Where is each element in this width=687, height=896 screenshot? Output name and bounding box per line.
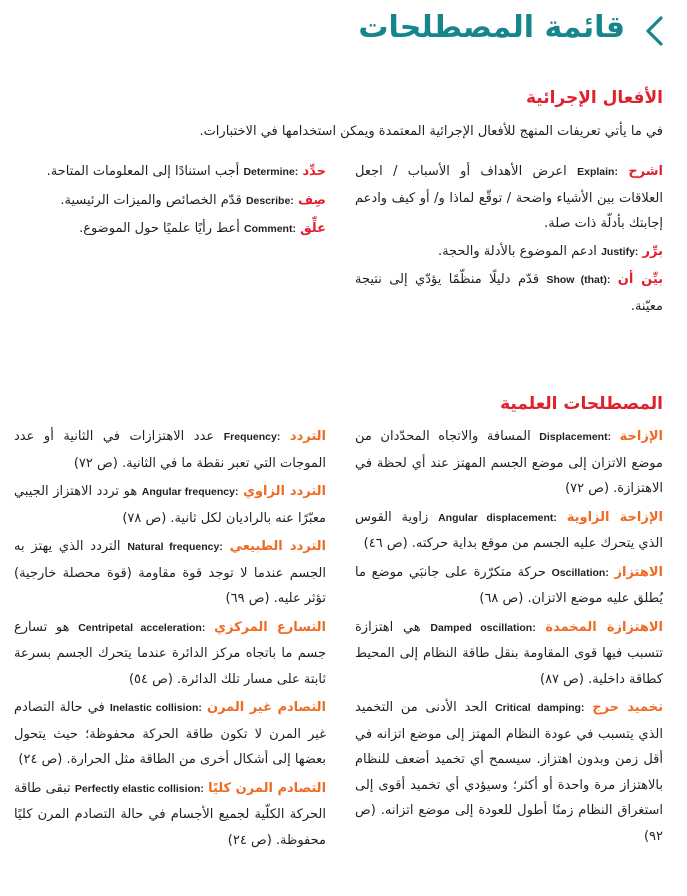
entry-definition: اعرض الأهداف أو الأسباب / اجعل العلاقات بين الأشياء واضحة / توقّع لماذا و/ أو كيف وادعم إجابتك بأدلّة ذات صلة. [355, 164, 663, 231]
entry-definition: أجب استنادًا إلى المعلومات المتاحة. [46, 164, 240, 179]
entry-english: Centripetal acceleration: [78, 621, 206, 634]
entry-term: علِّق [300, 221, 326, 236]
glossary-entry [355, 505, 663, 557]
entry-english: Describe: [245, 194, 294, 207]
glossary-entry [14, 615, 326, 693]
entry-definition: قدّم الخصائص والميزات الرئيسية. [60, 192, 242, 208]
entry-term: بيِّن أن [617, 272, 664, 287]
entry-english: Determine: [243, 166, 299, 178]
procedural-verbs-left-column [14, 159, 326, 243]
entry-english: Frequency: [223, 431, 281, 443]
entry-term: التسارع المركزي [214, 619, 326, 635]
entry-english: Angular displacement: [438, 511, 557, 524]
glossary-entry [355, 615, 663, 693]
glossary-entry [355, 424, 663, 502]
page-header [18, 8, 669, 52]
entry-definition: قدّم دليلًا منظّمًا يؤدّي إلى نتيجة معيّنة. [355, 272, 663, 314]
entry-term: التردد [289, 429, 326, 444]
glossary-entry [14, 534, 326, 612]
entry-definition: حركة متكرّرة على جانبَي موضع ما يُطلق عليه موضع الاتزان. (ص ٦٨) [355, 564, 663, 606]
scientific-terms-right-column [355, 424, 663, 849]
entry-term: الإزاحة [619, 429, 663, 444]
section-intro: في ما يأتي تعريفات المنهج للأفعال الإجرائية المعتمدة ويمكن استخدامها في الاختبارات. [199, 124, 663, 139]
entry-english: Comment: [244, 223, 296, 235]
scientific-terms-left-column [14, 424, 326, 853]
glossary-entry [14, 479, 326, 531]
entry-term: الإزاحة الزاوية [566, 509, 663, 525]
entry-english: Justify: [601, 245, 639, 258]
entry-term: التردد الطبيعي [229, 539, 326, 554]
entry-term: حدِّد [302, 164, 326, 179]
entry-definition: الحد الأدنى من التخميد الذي يتسبب في عودة النظام المهتز إلى موضع اتزانه في أقل زمن وبدون اهتزاز. سيسمح أي تخميد أضعف للنظام بالاهتزاز مرة واحدة أو أكثر؛ وسيؤدي أي تخميد أقوى إلى استغراق النظام زمنًا أطول للعودة إلى موضع اتزانه. (ص ٩٢) [355, 700, 663, 844]
entry-definition: هي اهتزازة تتسبب فيها قوى المقاومة بنقل طاقة النظام إلى المحيط كطاقة داخلية. (ص ٨٧) [355, 619, 663, 687]
entry-definition: هو تسارع جسم ما باتجاه مركز الدائرة عندما يتحرك الجسم بسرعة ثابتة على مسار تلك الدائرة. (ص ٥٤) [14, 619, 326, 687]
entry-definition: زاوية القوس الذي يتحرك عليه الجسم من موقع بداية حركته. (ص ٤٦) [355, 509, 663, 551]
entry-english: Critical damping: [495, 702, 585, 714]
entry-definition: في حالة التصادم غير المرن لا تكون طاقة الحركة محفوظة؛ حيث يتحول بعضها إلى أشكال أخرى من الطاقة مثل الحرارة. (ص ٢٤) [14, 700, 326, 767]
section-title-procedural-verbs: الأفعال الإجرائية [525, 88, 663, 108]
entry-english: Damped oscillation: [430, 621, 536, 634]
entry-term: تخميد حرج [592, 700, 664, 715]
chevron-left-icon [641, 16, 667, 46]
entry-english: Oscillation: [551, 566, 609, 579]
entry-definition: المسافة والاتجاه المحدّدان من موضع الاتزان إلى موضع الجسم المهتز عند أي لحظة في الاهتزازة. (ص ٧٢) [355, 429, 663, 496]
entry-definition: عدد الاهتزازات في الثانية أو عدد الموجات التي تعبر نقطة ما في الثانية. (ص ٧٢) [14, 429, 326, 471]
entry-term: الاهتزازة المخمدة [545, 619, 663, 635]
entry-term: الاهتزاز [614, 564, 663, 580]
procedural-verbs-right-column [355, 159, 663, 319]
page-title: قائمة المصطلحات [358, 10, 625, 45]
glossary-entry [355, 560, 663, 612]
glossary-entry [355, 695, 663, 849]
glossary-entry [14, 188, 326, 215]
entry-english: Show (that): [546, 274, 611, 286]
glossary-entry [14, 776, 326, 854]
entry-term: التردد الزاوي [243, 484, 326, 499]
glossary-entry [355, 239, 663, 266]
entry-english: Perfectly elastic collision: [74, 782, 204, 795]
entry-term: التصادم غير المرن [206, 700, 326, 715]
entry-definition: تبقى طاقة الحركة الكلّية لجميع الأجسام في حالة التصادم المرن كليًا محفوظة. (ص ٢٤) [14, 780, 326, 848]
entry-term: برِّر [642, 243, 663, 259]
entry-english: Explain: [577, 166, 618, 178]
entry-definition: هو تردد الاهتزاز الجيبي معبّرًا عنه بالراديان لكل ثانية. (ص ٧٨) [14, 484, 326, 526]
section-title-scientific-terms: المصطلحات العلمية [500, 394, 663, 414]
entry-term: التصادم المرن كليًا [208, 780, 327, 796]
glossary-entry [14, 424, 326, 476]
glossary-entry [355, 267, 663, 319]
entry-definition: أعط رأيًا علميًا حول الموضوع. [79, 221, 240, 236]
glossary-entry [14, 159, 326, 186]
glossary-entry [14, 695, 326, 773]
entry-english: Angular frequency: [141, 486, 239, 498]
entry-definition: التردد الذي يهتز به الجسم عندما لا توجد قوة مقاومة (قوة محصلة خارجية) تؤثر عليه. (ص ٦٩) [14, 539, 326, 606]
entry-english: Displacement: [539, 431, 612, 443]
entry-english: Inelastic collision: [109, 702, 202, 714]
glossary-entry [14, 216, 326, 243]
glossary-entry [355, 159, 663, 237]
entry-english: Natural frequency: [127, 541, 223, 553]
entry-term: صِف [297, 192, 326, 208]
entry-term: اشرح [628, 164, 664, 179]
entry-definition: ادعم الموضوع بالأدلة والحجة. [437, 243, 597, 259]
